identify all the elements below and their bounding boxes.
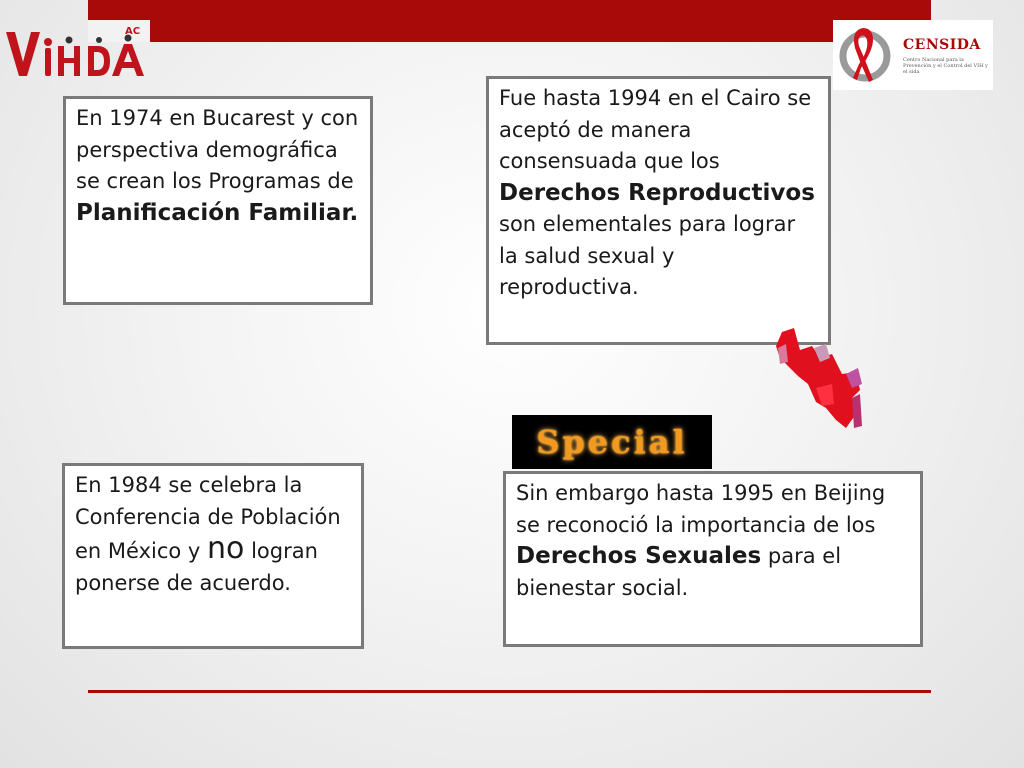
cairo-text-after: son elementales para lograr la salud sexual y reproductiva. — [499, 212, 796, 299]
censida-name: CENSIDA — [903, 37, 981, 53]
mexico-highlight: no — [207, 531, 245, 566]
mexico-1984-box — [62, 463, 364, 649]
special-banner — [512, 415, 712, 469]
cairo-highlight: Derechos Reproductivos — [499, 179, 815, 206]
vihda-logo — [2, 18, 154, 88]
special-banner-text: Special — [536, 423, 688, 461]
vihda-logo-suffix: AC — [125, 26, 141, 37]
top-header-bar — [88, 0, 931, 42]
beijing-highlight: Derechos Sexuales — [516, 543, 762, 569]
cairo-1994-box — [486, 76, 831, 345]
mexico-text-after: logran ponerse de acuerdo. — [75, 539, 318, 595]
beijing-text-before: Sin embargo hasta 1995 en Beijing se reconoció la importancia de los — [516, 481, 886, 537]
censida-tagline: Centro Nacional para la Prevención y el Control del VIH y el sida — [903, 57, 988, 75]
bucarest-highlight: Planificación Familiar. — [76, 199, 359, 226]
cairo-text-before: Fue hasta 1994 en el Cairo se aceptó de manera consensuada que los — [499, 86, 812, 173]
bottom-divider — [88, 690, 931, 693]
aids-ribbon-illustration — [772, 328, 864, 430]
mexico-text-before: En 1984 se celebra la Conferencia de Población en México y — [75, 473, 341, 563]
beijing-1995-box — [503, 471, 923, 647]
bucarest-1974-box — [63, 96, 373, 305]
bucarest-text: En 1974 en Bucarest y con perspectiva demográfica se crean los Programas de — [76, 106, 359, 193]
censida-logo — [833, 20, 993, 90]
beijing-text-after: para el bienestar social. — [516, 544, 842, 600]
